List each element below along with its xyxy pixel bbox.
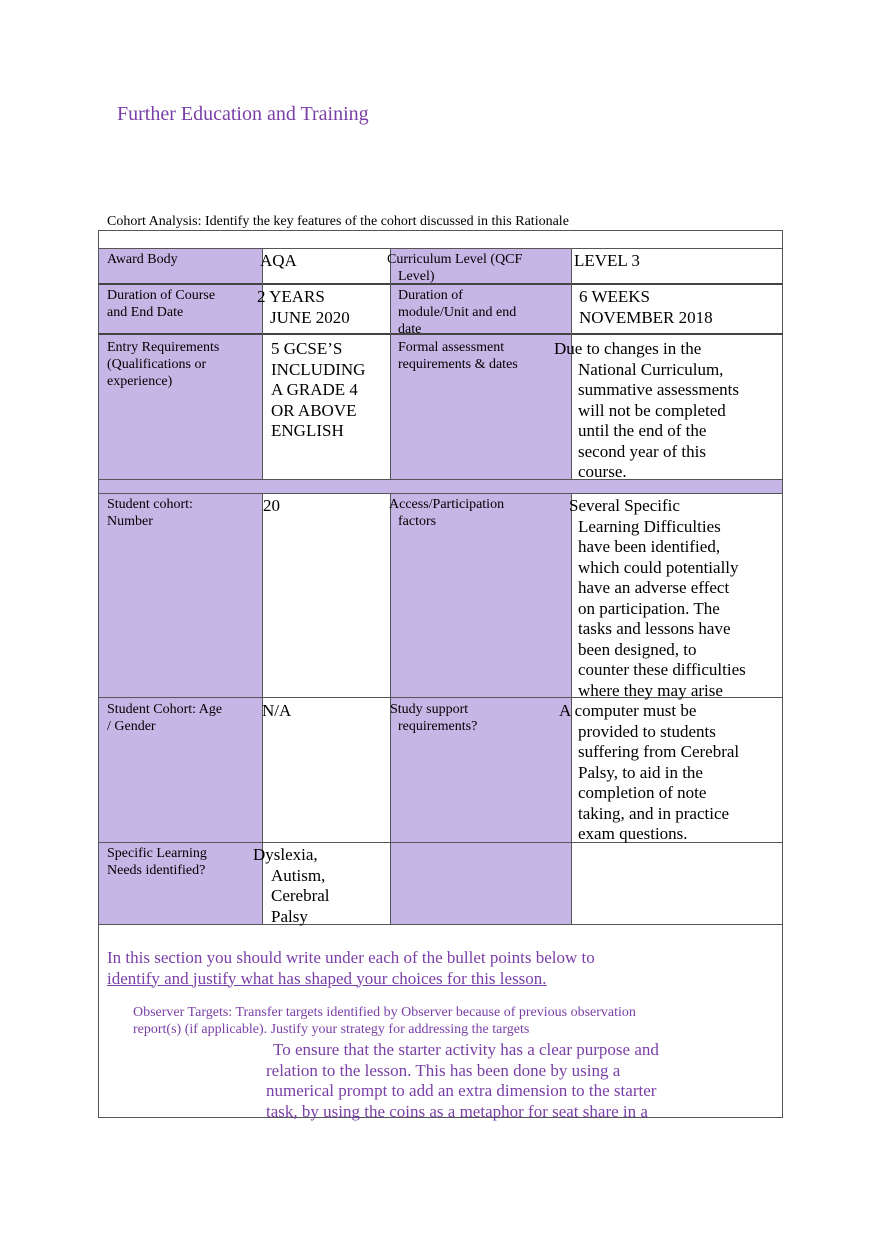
duration-module-label: Duration of module/Unit and end date <box>398 288 517 337</box>
rule <box>98 248 783 249</box>
formal-label: Formal assessment requirements & dates <box>398 340 518 372</box>
sln-empty-fill-cell <box>390 842 571 924</box>
sln-value: Dyslexia, Autism, Cerebral Palsy <box>253 845 330 926</box>
access-label: Access/Participation factors <box>389 497 505 529</box>
cohort-number-label: Student cohort: Number <box>107 497 193 529</box>
rule <box>262 248 263 479</box>
study-label: Study support requirements? <box>390 702 478 734</box>
curriculum-level-label: Curriculum Level (QCF Level) <box>387 252 523 284</box>
entry-value: 5 GCSE’S INCLUDING A GRADE 4 OR ABOVE ENGLISH <box>271 339 366 440</box>
study-value: A computer must be provided to students suffering from Cerebral Palsy, to aid in the completion of note taking, and in practice exam questions. <box>559 701 740 843</box>
entry-label: Entry Requirements (Qualifications or experience) <box>107 340 220 389</box>
page-heading: Further Education and Training <box>117 103 369 125</box>
curriculum-level-value: LEVEL 3 <box>574 251 640 270</box>
access-value: Several Specific Learning Difficulties have been identified, which could potentially have an adverse effect on participation. The tasks and lessons have been designed, to counter these difficulties where they may arise <box>569 496 746 700</box>
age-label: Student Cohort: Age / Gender <box>107 702 223 734</box>
duration-course-label: Duration of Course and End Date <box>107 288 216 320</box>
rule <box>98 924 783 925</box>
cohort-number-value: 20 <box>263 496 280 515</box>
duration-module-value: 6 WEEKS NOVEMBER 2018 <box>579 287 713 327</box>
bullet-text: To ensure that the starter activity has a clear purpose and relation to the lesson. This has been done by using a numerical prompt to add an extra dimension to the starter task, by using the coins as a metaphor for seat share in a <box>266 1040 659 1121</box>
rule <box>98 493 783 494</box>
award-body-label: Award Body <box>107 252 178 267</box>
duration-course-value: 2 YEARS JUNE 2020 <box>257 287 350 327</box>
age-value: N/A <box>262 701 292 720</box>
formal-value: Due to changes in the National Curriculum, summative assessments will not be completed until the end of the second year of this course. <box>554 339 740 481</box>
table-caption: Cohort Analysis: Identify the key features of the cohort discussed in this Rationale <box>107 214 569 229</box>
award-body-value: AQA <box>260 251 297 270</box>
sln-label: Specific Learning Needs identified? <box>107 846 207 878</box>
observer-targets: Observer Targets: Transfer targets identified by Observer because of previous observation report(s) (if applicable). Justify your strategy for addressing the targets <box>133 1005 636 1037</box>
section-intro: In this section you should write under each of the bullet points below to identify and justify what has shaped your choices for this lesson. <box>107 948 595 988</box>
